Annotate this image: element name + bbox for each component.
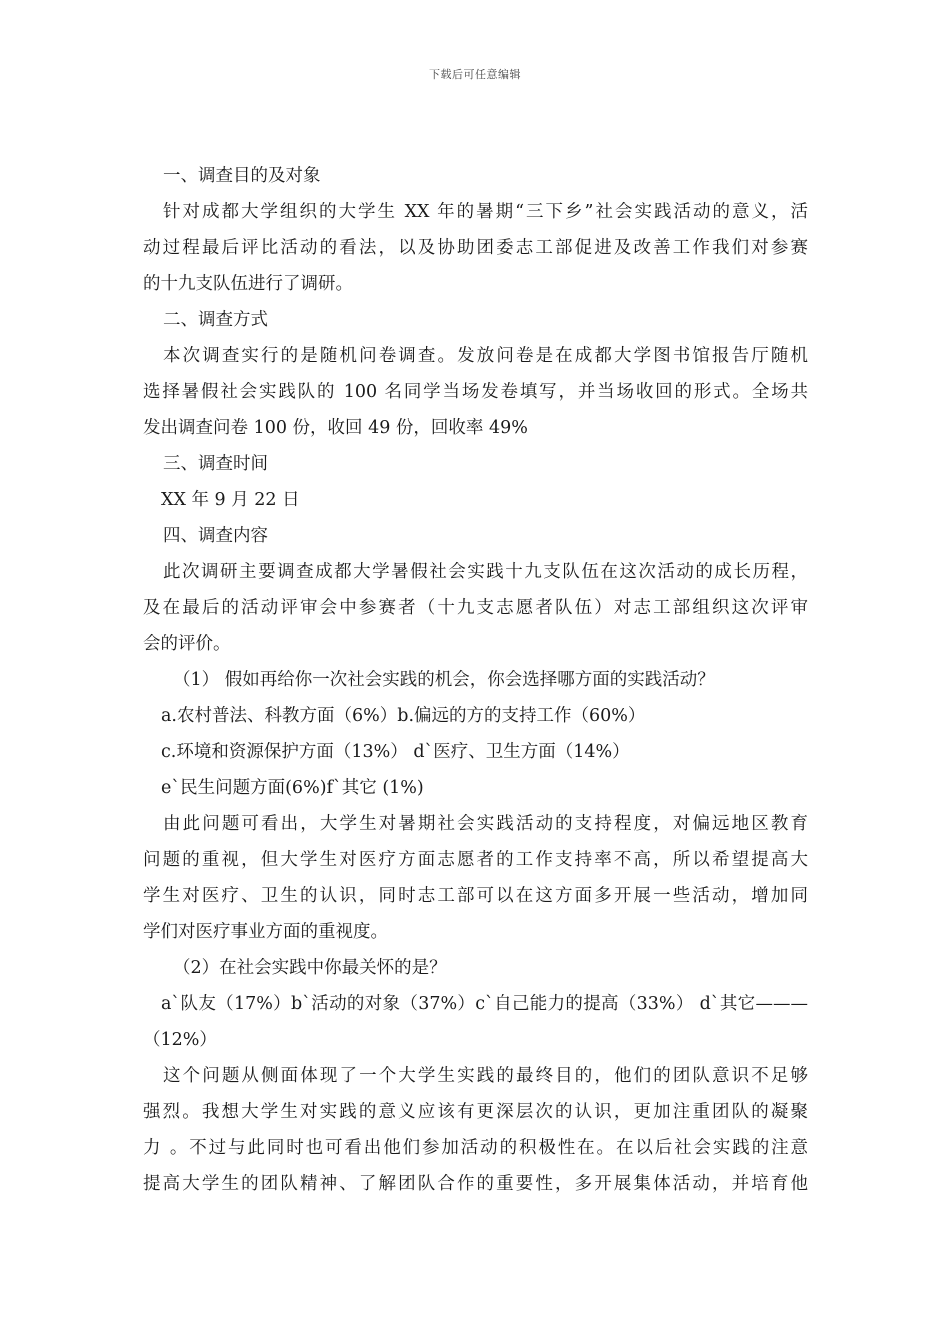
paragraph-line: 由此问题可看出，大学生对暑期社会实践活动的支持程度，对偏远地区教育 (163, 814, 808, 834)
question-1-options: e`民生问题方面(6%)f`其它 (1%) (161, 778, 424, 798)
heading-survey-method: 二、调查方式 (163, 310, 268, 330)
question-2-options: a`队友（17%）b`活动的对象（37%）c`自己能力的提高（33%） d`其它——— (161, 994, 808, 1014)
heading-survey-purpose: 一、调查目的及对象 (163, 166, 321, 186)
paragraph-line: 发出调查问卷 100 份，收回 49 份，回收率 49% (143, 418, 528, 438)
question-1-options: a.农村普法、科教方面（6%）b.偏远的方的支持工作（60%） (161, 706, 646, 726)
paragraph-line: 强烈。我想大学生对实践的意义应该有更深层次的认识，更加注重团队的凝聚 (143, 1102, 808, 1122)
question-2: （2）在社会实践中你最关怀的是？ (173, 958, 447, 978)
heading-survey-content: 四、调查内容 (163, 526, 268, 546)
survey-date: XX 年 9 月 22 日 (161, 490, 300, 510)
paragraph-line: 学生对医疗、卫生的认识，同时志工部可以在这方面多开展一些活动，增加同 (143, 886, 808, 906)
paragraph-line: 这个问题从侧面体现了一个大学生实践的最终目的，他们的团队意识不足够 (163, 1066, 808, 1086)
page-header-note: 下载后可任意编辑 (429, 68, 521, 81)
question-2-options: （12%） (143, 1030, 217, 1050)
question-1: （1） 假如再给你一次社会实践的机会，你会选择哪方面的实践活动？ (173, 670, 715, 690)
paragraph-line: 力 。不过与此同时也可看出他们参加活动的积极性在。在以后社会实践的注意 (143, 1138, 808, 1158)
paragraph-line: 本次调查实行的是随机问卷调查。发放问卷是在成都大学图书馆报告厅随机 (163, 346, 808, 366)
paragraph-line: 及在最后的活动评审会中参赛者（十九支志愿者队伍）对志工部组织这次评审 (143, 598, 808, 618)
paragraph-line: 动过程最后评比活动的看法，以及协助团委志工部促进及改善工作我们对参赛 (143, 238, 808, 258)
paragraph-line: 针对成都大学组织的大学生 XX 年的暑期“三下乡”社会实践活动的意义，活 (163, 202, 808, 222)
question-1-options: c.环境和资源保护方面（13%） d`医疗、卫生方面（14%） (161, 742, 630, 762)
paragraph-line: 问题的重视，但大学生对医疗方面志愿者的工作支持率不高，所以希望提高大 (143, 850, 808, 870)
paragraph-line: 学们对医疗事业方面的重视度。 (143, 922, 388, 942)
heading-survey-time: 三、调查时间 (163, 454, 268, 474)
paragraph-line: 提高大学生的团队精神、了解团队合作的重要性，多开展集体活动，并培育他 (143, 1174, 808, 1194)
document-body (143, 158, 808, 1202)
paragraph-line: 会的评价。 (143, 634, 231, 654)
paragraph-line: 的十九支队伍进行了调研。 (143, 274, 353, 294)
paragraph-line: 此次调研主要调查成都大学暑假社会实践十九支队伍在这次活动的成长历程， (163, 562, 808, 582)
paragraph-line: 选择暑假社会实践队的 100 名同学当场发卷填写，并当场收回的形式。全场共 (143, 382, 808, 402)
